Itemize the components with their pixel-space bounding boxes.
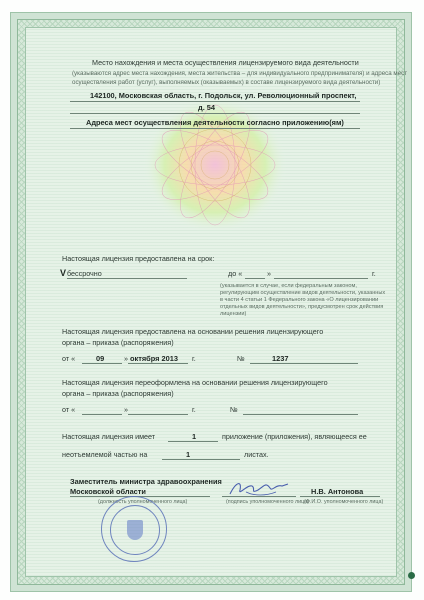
term-until: до « [228, 269, 243, 278]
basis-month-year: октября 2013 [130, 354, 178, 363]
name-note: (Ф.И.О. уполномоченного лица) [304, 499, 384, 505]
appendix-label-2a: неотъемлемой частью на [62, 450, 148, 459]
appendix-label-1b: приложение (приложения), являющееся ее [222, 432, 367, 441]
appendix-pages: 1 [186, 450, 191, 459]
term-label: Настоящая лицензия предоставлена на срок: [62, 254, 215, 263]
term-note-1: (указывается в случае, если федеральным законом, [220, 283, 357, 289]
reissue-g: г. [192, 405, 196, 414]
coat-of-arms-icon [127, 520, 143, 540]
signer-title-2: Московской области [70, 487, 146, 496]
reissue-num-sign: № [230, 405, 238, 414]
address-line-3: Адреса мест осуществления деятельности согласно приложению(ям) [86, 118, 344, 127]
underline [67, 278, 187, 279]
term-note-3: в части 4 статьи 1 Федерального закона «О лицензировании [220, 297, 379, 303]
basis-num-sign: № [237, 354, 245, 363]
address-line-1: 142100, Московская область, г. Подольск, ул. Революционный проспект, [90, 91, 357, 100]
term-note-2: регулирующим осуществление видов деятельности, указанных [220, 290, 386, 296]
underline [245, 278, 265, 279]
checkmark: V [60, 268, 67, 278]
term-note-4: отдельных видов деятельности», предусмотрен срок действия [220, 304, 384, 310]
basis-g: г. [192, 354, 196, 363]
underline [70, 128, 360, 129]
reissue-close: » [124, 405, 128, 414]
appendix-count: 1 [192, 432, 197, 441]
signer-name: Н.В. Антонова [311, 487, 364, 496]
basis-number: 1237 [272, 354, 289, 363]
underline [243, 414, 358, 415]
address-note-1: (указываются адрес места нахождения, места жительства – для индивидуального предпринимателя) и адреса мест [72, 70, 408, 77]
rosette-watermark [140, 95, 290, 235]
term-indefinite: бессрочно [67, 269, 102, 278]
address-note-2: осуществления работ (услуг), выполняемых (оказываемых) в составе лицензируемого вида деятельности) [72, 79, 381, 86]
underline [162, 459, 240, 460]
basis-label-2: органа – приказа (распоряжения) [62, 338, 174, 347]
underline [250, 363, 358, 364]
signer-title-1: Заместитель министра здравоохранения [70, 477, 222, 486]
underline [300, 496, 380, 497]
stamp-inner-ring [110, 505, 160, 555]
official-stamp [101, 496, 167, 562]
underline [70, 113, 360, 114]
basis-from: от « [62, 354, 76, 363]
underline [274, 278, 368, 279]
appendix-label-2b: листах. [244, 450, 269, 459]
term-note-5: лицензии) [220, 311, 247, 317]
appendix-label-1a: Настоящая лицензия имеет [62, 432, 156, 441]
sign-note: (подпись уполномоченного лица) [226, 499, 310, 505]
underline [82, 363, 122, 364]
reissue-label-1: Настоящая лицензия переоформлена на основании решения лицензирующего [62, 378, 328, 387]
reissue-label-2: органа – приказа (распоряжения) [62, 389, 174, 398]
basis-day: 09 [96, 354, 105, 363]
address-heading: Место нахождения и места осуществления лицензируемого вида деятельности [92, 58, 359, 67]
underline [128, 363, 188, 364]
term-quote-close: » [267, 269, 271, 278]
reissue-from: от « [62, 405, 76, 414]
position-note: (должность уполномоченного лица) [98, 499, 188, 505]
underline [70, 101, 360, 102]
address-line-2: д. 54 [198, 103, 216, 112]
basis-close: » [124, 354, 128, 363]
underline [128, 414, 188, 415]
binding-hole [408, 572, 415, 579]
underline [168, 441, 218, 442]
term-year-suffix: г. [372, 269, 376, 278]
basis-label-1: Настоящая лицензия предоставлена на основании решения лицензирующего [62, 327, 324, 336]
underline [82, 414, 122, 415]
underline [222, 496, 296, 497]
